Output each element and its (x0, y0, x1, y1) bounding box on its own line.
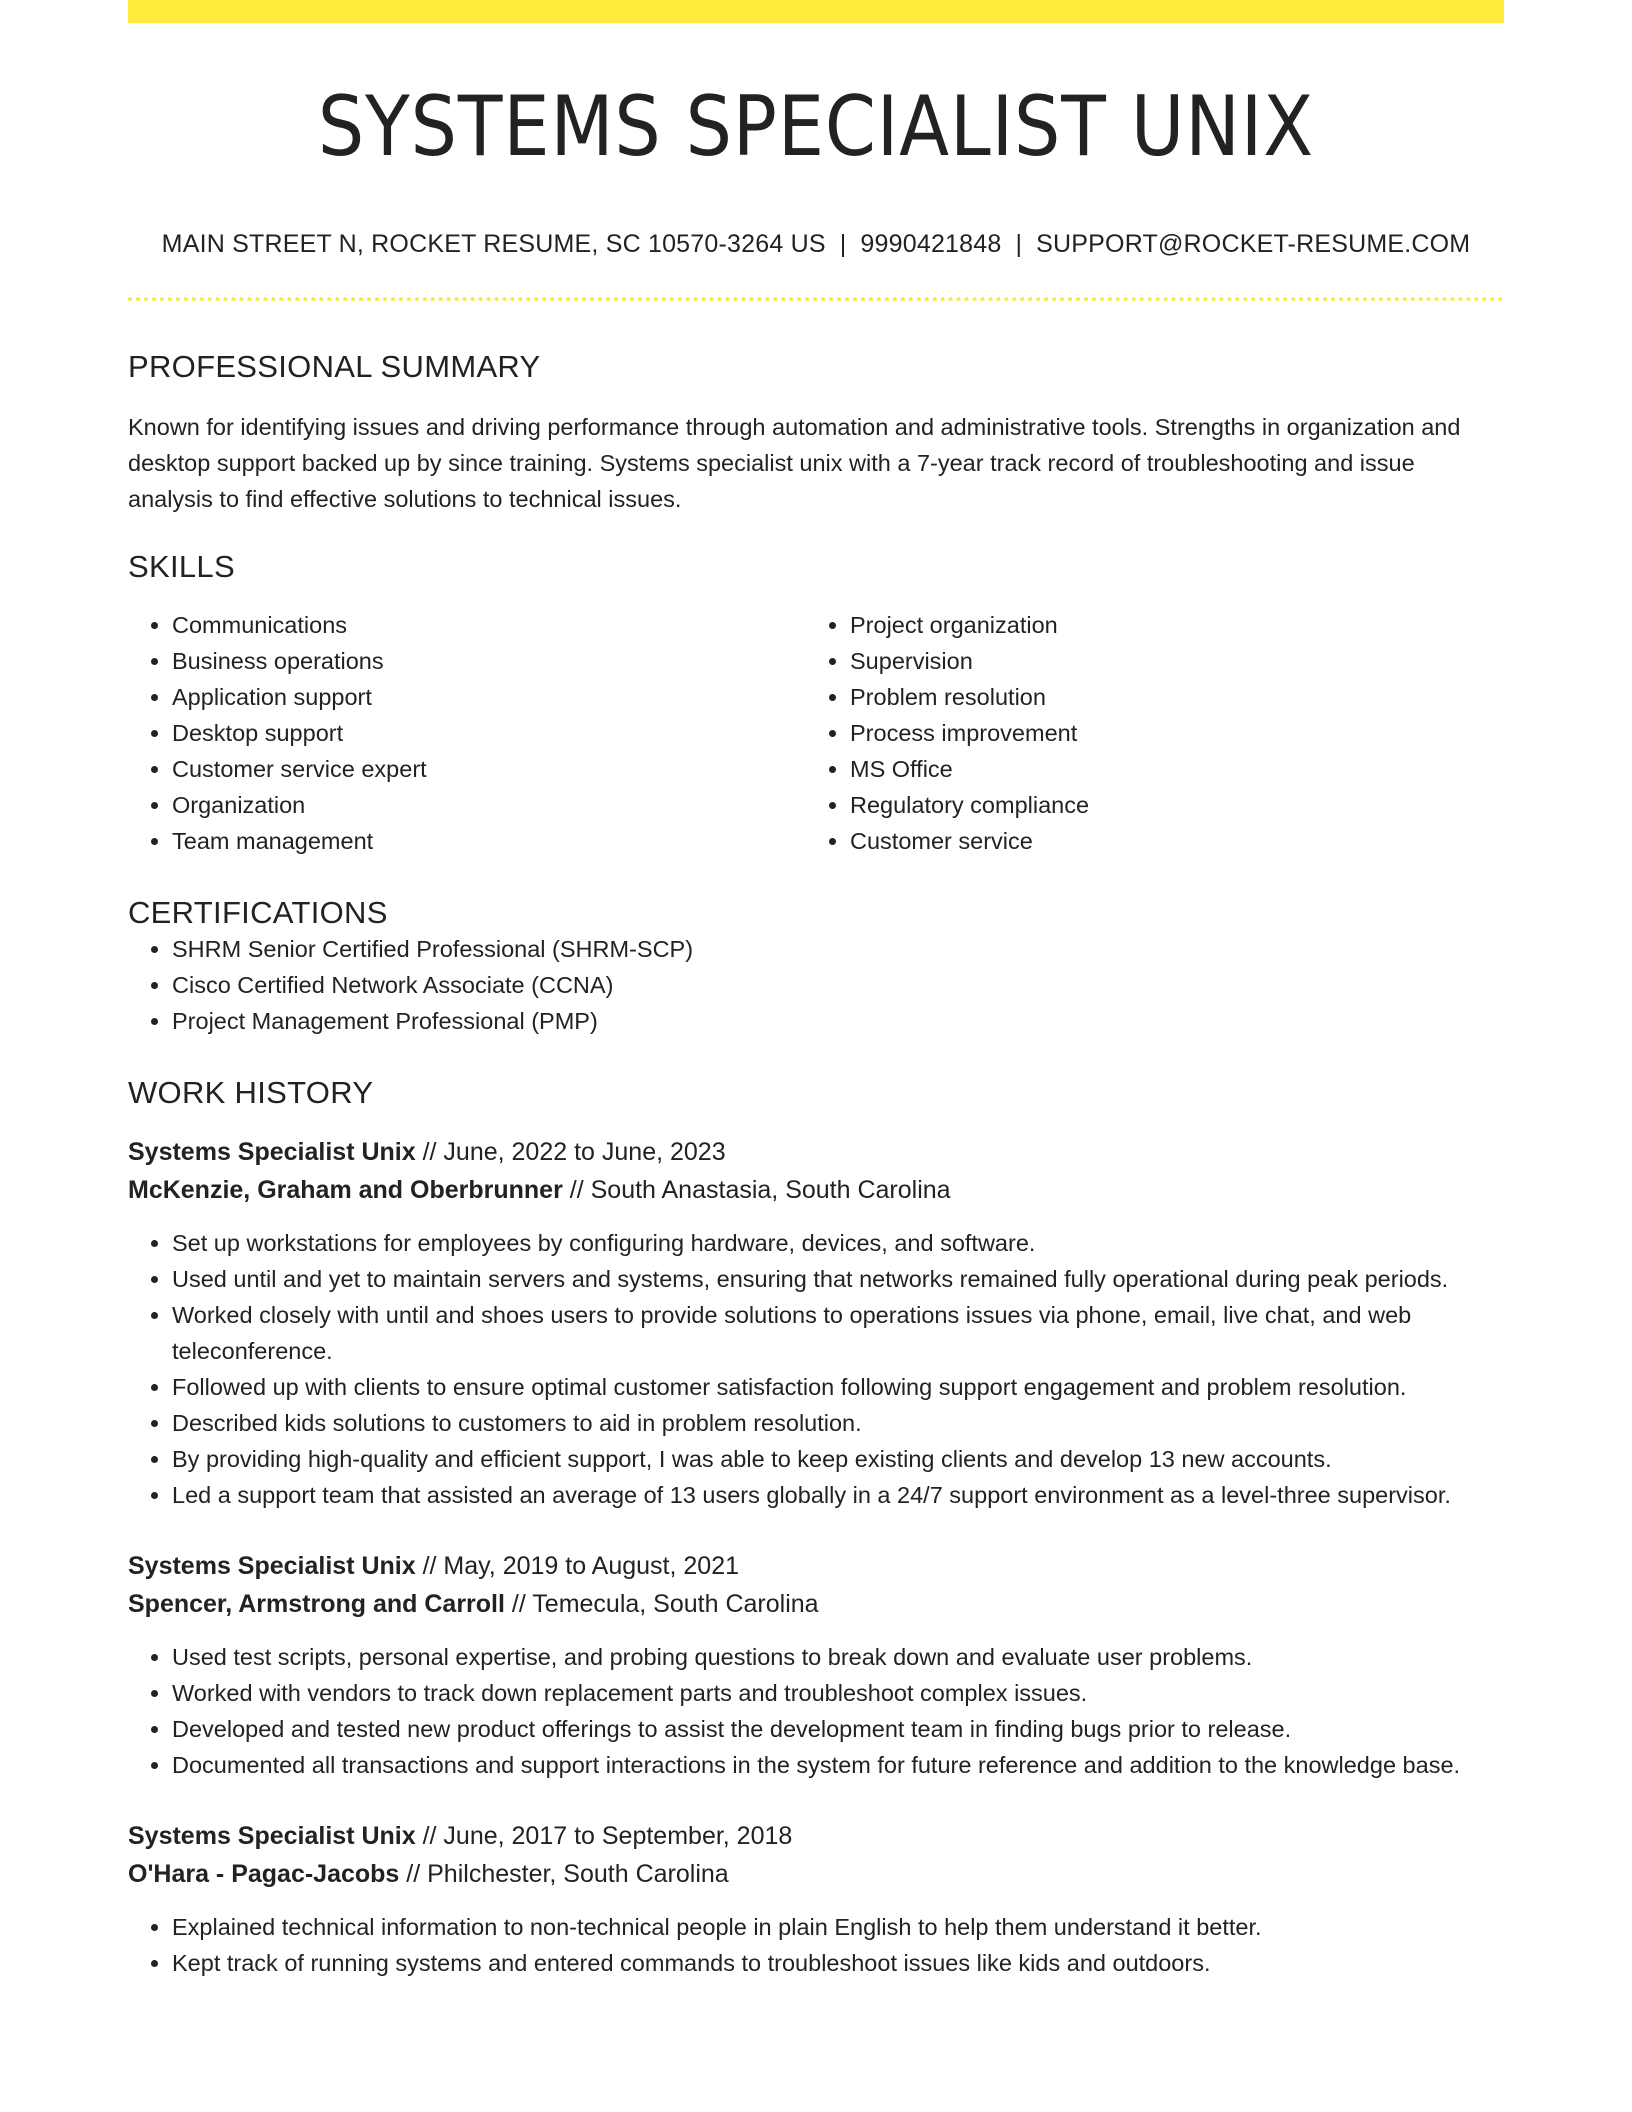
job-duties-list (128, 1225, 1504, 1513)
job-duty: • By providing high-quality and efficient support, I was able to keep existing clients and develop 13 new accounts. (172, 1441, 1504, 1477)
job-location: // South Anastasia, South Carolina (562, 1176, 951, 1204)
job-duty: • Developed and tested new product offerings to assist the development team in finding bugs prior to release. (172, 1711, 1504, 1747)
job-company: Spencer, Armstrong and Carroll (128, 1590, 505, 1618)
job-duties-list (128, 1909, 1504, 1981)
skill-item: • Communications (172, 607, 806, 643)
skills-column-right (806, 607, 1484, 859)
job-duty: • Used until and yet to maintain servers and systems, ensuring that networks remained fully operational during peak periods. (172, 1261, 1504, 1297)
contact-separator: | (1015, 230, 1023, 258)
job-duty: • Followed up with clients to ensure optimal customer satisfaction following support engagement and problem resolution. (172, 1369, 1504, 1405)
job-duty: • Worked closely with until and shoes users to provide solutions to operations issues via phone, email, live chat, and web teleconference. (172, 1297, 1504, 1369)
candidate-name: SYSTEMS SPECIALIST UNIX (317, 78, 1315, 175)
job-location: // Temecula, South Carolina (504, 1590, 819, 1618)
job-company: McKenzie, Graham and Oberbrunner (128, 1176, 563, 1204)
job-duties-list (128, 1639, 1504, 1783)
skill-item: • Supervision (850, 643, 1484, 679)
skill-item: • Business operations (172, 643, 806, 679)
job-entry (128, 1133, 1504, 1513)
skill-item: • MS Office (850, 751, 1484, 787)
job-company-line (128, 1855, 1504, 1893)
skill-item: • Customer service (850, 823, 1484, 859)
skill-item: • Desktop support (172, 715, 806, 751)
job-duty: • Worked with vendors to track down replacement parts and troubleshoot complex issues. (172, 1675, 1504, 1711)
certification-item: • Cisco Certified Network Associate (CCNA) (172, 967, 1504, 1003)
job-role: Systems Specialist Unix (128, 1552, 416, 1580)
job-dates: // June, 2022 to June, 2023 (415, 1138, 726, 1166)
job-duty: • Explained technical information to non-technical people in plain English to help them understand it better. (172, 1909, 1504, 1945)
job-duty: • Led a support team that assisted an average of 13 users globally in a 24/7 support environment as a level-three supervisor. (172, 1477, 1504, 1513)
job-role: Systems Specialist Unix (128, 1822, 416, 1850)
job-duty: • Kept track of running systems and entered commands to troubleshoot issues like kids and outdoors. (172, 1945, 1504, 1981)
job-entry (128, 1547, 1504, 1783)
resume-page (128, 0, 1504, 1981)
job-duty: • Documented all transactions and support interactions in the system for future reference and addition to the knowledge base. (172, 1747, 1504, 1783)
skills-heading: SKILLS (128, 549, 235, 584)
skill-item: • Project organization (850, 607, 1484, 643)
skills-list (128, 607, 1504, 859)
job-duty: • Used test scripts, personal expertise, and probing questions to break down and evaluate user problems. (172, 1639, 1504, 1675)
certifications-heading: CERTIFICATIONS (128, 895, 388, 930)
job-title-line (128, 1547, 1504, 1585)
job-entry (128, 1817, 1504, 1981)
skill-item: • Problem resolution (850, 679, 1484, 715)
job-duty: • Described kids solutions to customers to aid in problem resolution. (172, 1405, 1504, 1441)
phone-number: 9990421848 (860, 230, 1002, 258)
certification-item: • SHRM Senior Certified Professional (SHRM-SCP) (172, 931, 1504, 967)
skill-item: • Organization (172, 787, 806, 823)
summary-heading: PROFESSIONAL SUMMARY (128, 349, 541, 384)
job-location: // Philchester, South Carolina (399, 1860, 729, 1888)
dotted-divider (128, 297, 1504, 301)
job-duty: • Set up workstations for employees by configuring hardware, devices, and software. (172, 1225, 1504, 1261)
skill-item: • Process improvement (850, 715, 1484, 751)
skills-column-left (128, 607, 806, 859)
email-address: SUPPORT@ROCKET-RESUME.COM (1036, 230, 1471, 258)
summary-text: Known for identifying issues and driving performance through automation and administrative tools. Strengths in organization and desktop support backed up by since training. Systems specialist unix with a 7-year track record of troubleshooting and issue analysis to find effective solutions to technical issues. (128, 414, 1461, 512)
job-role: Systems Specialist Unix (128, 1138, 416, 1166)
job-dates: // June, 2017 to September, 2018 (415, 1822, 793, 1850)
job-company-line (128, 1171, 1504, 1209)
contact-separator: | (839, 230, 847, 258)
top-accent-bar (128, 0, 1504, 23)
certification-item: • Project Management Professional (PMP) (172, 1003, 1504, 1039)
job-dates: // May, 2019 to August, 2021 (415, 1552, 740, 1580)
skill-item: • Regulatory compliance (850, 787, 1484, 823)
skill-item: • Team management (172, 823, 806, 859)
certifications-list (128, 931, 1504, 1039)
job-company-line (128, 1585, 1504, 1623)
skill-item: • Customer service expert (172, 751, 806, 787)
job-company: O'Hara - Pagac-Jacobs (128, 1860, 400, 1888)
job-title-line (128, 1133, 1504, 1171)
skill-item: • Application support (172, 679, 806, 715)
work-history-heading: WORK HISTORY (128, 1075, 374, 1110)
contact-line (128, 230, 1504, 259)
address: MAIN STREET N, ROCKET RESUME, SC 10570-3264 US (161, 230, 826, 258)
job-title-line (128, 1817, 1504, 1855)
